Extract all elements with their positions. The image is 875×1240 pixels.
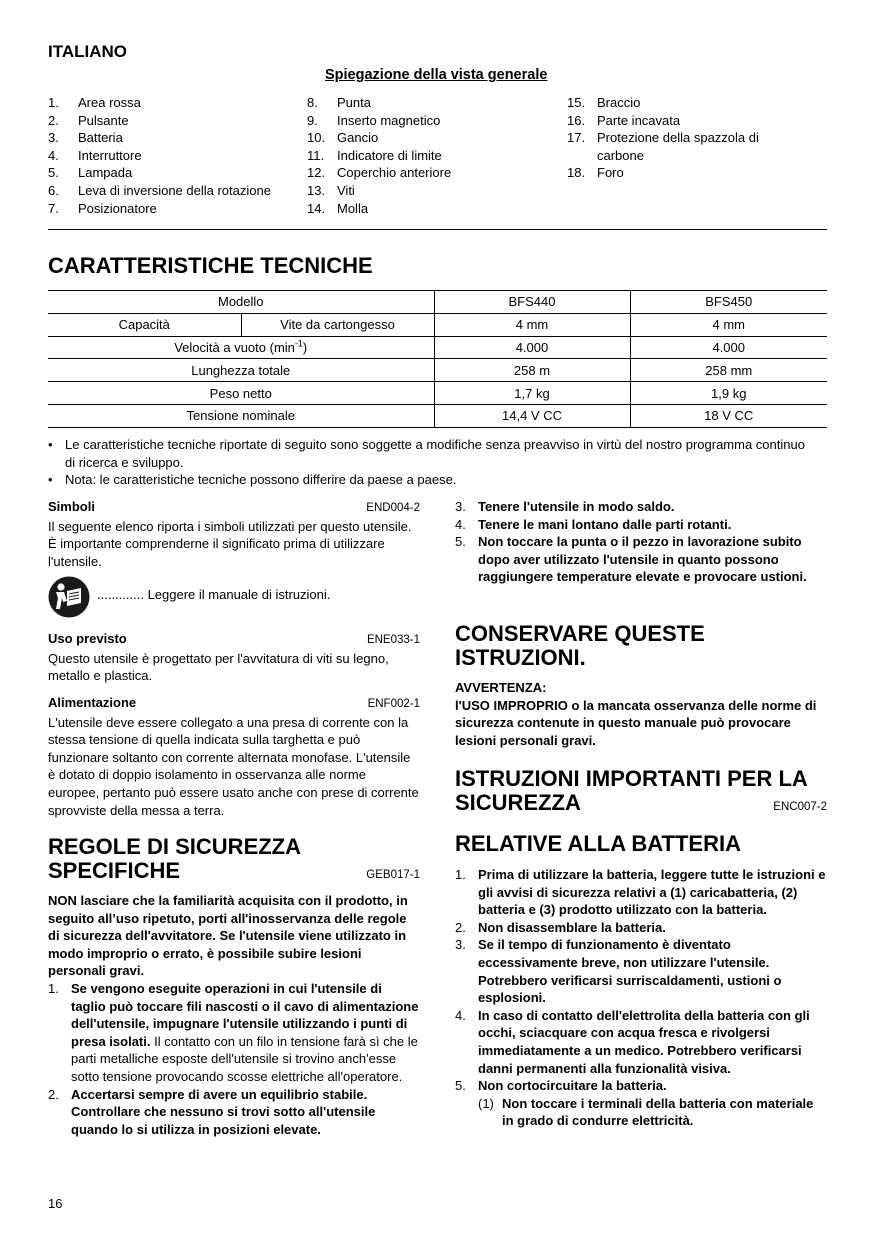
list-item: 2. Accertarsi sempre di avere un equilibrio stabile. Controllare che nessuno si trovi sotto all'utensile quando lo si utilizza in posizioni elevate. bbox=[48, 1086, 376, 1137]
spec-note: • Le caratteristiche tecniche riportate di seguito sono soggette a modifiche senza preavviso in virtù del nostro programma continuo di ricerca e sviluppo. bbox=[48, 437, 805, 470]
power-text: L'utensile deve essere collegato a una presa di corrente con la stessa tensione di quella indicata sulla targhetta e può funzionare soltanto con corrente alternata monofase. L'utensile è dotato di doppio isolamento in osservanza alle norme europee, pertanto può essere usato anche con prese di corrente sprovviste della messa a terra. bbox=[48, 714, 419, 818]
specific-rules-continued bbox=[455, 498, 827, 586]
read-manual-icon bbox=[48, 576, 90, 618]
list-item: 1. Area rossa bbox=[48, 95, 141, 110]
overview-list-column-2 bbox=[307, 94, 562, 217]
list-item: 16. Parte incavata bbox=[567, 112, 681, 128]
power-title: Alimentazione bbox=[48, 695, 137, 710]
spec-model-2: BFS450 bbox=[630, 291, 827, 314]
battery-subtitle: RELATIVE ALLA BATTERIA bbox=[455, 831, 741, 856]
list-item: 15. Braccio bbox=[567, 95, 641, 110]
battery-safety-heading bbox=[455, 767, 827, 817]
warning-label: AVVERTENZA: bbox=[455, 680, 547, 695]
tech-specs-title: CARATTERISTICHE TECNICHE bbox=[48, 253, 373, 278]
table-row bbox=[48, 382, 827, 405]
list-item: 9. Inserto magnetico bbox=[307, 112, 441, 128]
warning-block bbox=[455, 679, 827, 749]
spec-note: • Nota: le caratteristiche tecniche possono differire da paese a paese. bbox=[48, 472, 457, 487]
list-item: 3. Batteria bbox=[48, 130, 123, 146]
overview-list-column-1 bbox=[48, 94, 303, 217]
list-item: 1. Se vengono eseguite operazioni in cui l'utensile di taglio può toccare fili nascosti o il cavo di alimentazione dell'utensile, impugnare l'utensile utilizzando i punti di presa isolati. Il contatto con un filo in tensione farà sì che le parti metalliche esposte dell'utensile si trovino anch'esse sotto tensione provocando scosse elettriche all'operatore. bbox=[48, 980, 419, 1084]
battery-list bbox=[455, 866, 827, 1130]
overview-list-column-3 bbox=[567, 94, 797, 182]
table-row bbox=[48, 336, 827, 359]
specific-title-line2: SPECIFICHE bbox=[48, 858, 181, 883]
list-item: 14. Molla bbox=[307, 200, 369, 216]
table-row bbox=[48, 404, 827, 427]
spec-value: 4 mm bbox=[434, 313, 630, 336]
keep-title-line2: ISTRUZIONI. bbox=[455, 645, 586, 670]
list-item: 6. Leva di inversione della rotazione bbox=[48, 182, 271, 198]
spec-value: 4.000 bbox=[434, 336, 630, 359]
page-number: 16 bbox=[48, 1196, 63, 1211]
overview-title: Spiegazione della vista generale bbox=[325, 67, 548, 83]
keep-instructions-heading bbox=[455, 622, 827, 670]
list-item: 2. Pulsante bbox=[48, 112, 129, 128]
list-item: 18. Foro bbox=[567, 165, 624, 181]
table-row bbox=[48, 291, 827, 314]
specific-rules-body bbox=[48, 892, 420, 1138]
list-item: 7. Posizionatore bbox=[48, 200, 157, 216]
spec-value: 258 m bbox=[434, 359, 630, 382]
language-heading: ITALIANO bbox=[48, 42, 128, 61]
symbols-title: Simboli bbox=[48, 499, 95, 514]
spec-value: 14,4 V CC bbox=[434, 404, 630, 427]
specific-code: GEB017-1 bbox=[366, 869, 420, 881]
list-item: 5. Non cortocircuitare la batteria. bbox=[455, 1078, 667, 1094]
list-item: 12. Coperchio anteriore bbox=[307, 165, 452, 181]
specific-rules-heading bbox=[48, 835, 420, 885]
manual-symbol-text: ............. Leggere il manuale di istruzioni. bbox=[97, 587, 331, 602]
list-item: 13. Viti bbox=[307, 182, 355, 198]
spec-model-1: BFS440 bbox=[434, 291, 630, 314]
spec-value: 1,9 kg bbox=[630, 382, 827, 405]
symbols-code: END004-2 bbox=[366, 502, 420, 514]
table-row bbox=[48, 359, 827, 382]
spec-sublabel: Vite da cartongesso bbox=[241, 313, 434, 336]
battery-title-line2: SICUREZZA bbox=[455, 790, 581, 815]
list-item: 11. Indicatore di limite bbox=[307, 147, 442, 163]
list-item: 4. In caso di contatto dell'elettrolita della batteria con gli occhi, sciacquare con acqua fresca e rivolgersi immediatamente a un medico. Potrebbero verificarsi danni permanenti alla funzionalità visiva. bbox=[455, 1007, 810, 1076]
list-item: 17. Protezione della spazzola di carbone bbox=[567, 130, 759, 163]
keep-title-line1: CONSERVARE QUESTE bbox=[455, 621, 705, 646]
list-item: 1. Prima di utilizzare la batteria, leggere tutte le istruzioni e gli avvisi di sicurezza relativi a (1) caricabatteria, (2) batteria e (3) prodotto utilizzato con la batteria. bbox=[455, 867, 826, 918]
spec-label: Velocità a vuoto $(\min^{-1})$ bbox=[48, 336, 434, 359]
symbols-text: Il seguente elenco riporta i simboli utilizzati per questo utensile. È importante comprenderne il significato prima di utilizzare l'utensile. bbox=[48, 518, 412, 569]
spec-label: Peso netto bbox=[48, 382, 434, 405]
warning-text: l'USO IMPROPRIO o la mancata osservanza delle norme di sicurezza contenute in questo manuale può provocare lesioni personali gravi. bbox=[455, 697, 817, 748]
spec-label: Capacità bbox=[48, 313, 241, 336]
battery-code: ENC007-2 bbox=[773, 801, 827, 813]
spec-value: 4 mm bbox=[630, 313, 827, 336]
list-subitem: (1) Non toccare i terminali della batteria con materiale in grado di condurre elettricità. bbox=[478, 1095, 814, 1129]
list-item: 4. Interruttore bbox=[48, 147, 142, 163]
use-text: Questo utensile è progettato per l'avvitatura di viti su legno, metallo e plastica. bbox=[48, 650, 389, 684]
list-item: 5. Non toccare la punta o il pezzo in lavorazione subito dopo aver utilizzato l'utensile in quanto possono raggiungere temperature elevate e provocare ustioni. bbox=[455, 534, 807, 585]
power-section bbox=[48, 694, 420, 819]
list-item: 4. Tenere le mani lontano dalle parti rotanti. bbox=[455, 516, 732, 532]
list-item: 2. Non disassemblare la batteria. bbox=[455, 919, 666, 935]
spec-label: Modello bbox=[48, 291, 434, 314]
table-row bbox=[48, 313, 827, 336]
spec-value: 258 mm bbox=[630, 359, 827, 382]
power-code: ENF002-1 bbox=[367, 698, 420, 710]
spec-label: Tensione nominale bbox=[48, 404, 434, 427]
symbols-section bbox=[48, 498, 420, 570]
use-section bbox=[48, 630, 420, 685]
spec-table bbox=[48, 290, 827, 428]
spec-value: 1,7 kg bbox=[434, 382, 630, 405]
specific-title-line1: REGOLE DI SICUREZZA bbox=[48, 834, 302, 859]
spec-value: 4.000 bbox=[630, 336, 827, 359]
specific-intro: NON lasciare che la familiarità acquisita con il prodotto, in seguito all’uso ripetuto, porti all'inosservanza delle regole di sicurezza dell'avvitatore. Se l'utensile viene utilizzato in modo improprio o errato, è possibile subire lesioni personali gravi. bbox=[48, 893, 408, 979]
list-item: 3. Tenere l'utensile in modo saldo. bbox=[455, 499, 675, 514]
list-item: 8. Punta bbox=[307, 95, 371, 110]
list-item: 5. Lampada bbox=[48, 165, 133, 181]
spec-label: Lunghezza totale bbox=[48, 359, 434, 382]
section-divider bbox=[48, 229, 827, 230]
use-code: ENE033-1 bbox=[366, 634, 420, 646]
spec-value: 18 V CC bbox=[630, 404, 827, 427]
battery-title-line1: ISTRUZIONI IMPORTANTI PER LA bbox=[455, 766, 808, 791]
list-item: 10. Gancio bbox=[307, 130, 379, 146]
list-item: 3. Se il tempo di funzionamento è diventato eccessivamente breve, non utilizzare l'utensile. Potrebbero verificarsi surriscaldamenti, ustioni o esplosioni. bbox=[455, 937, 782, 1006]
use-title: Uso previsto bbox=[48, 631, 127, 646]
